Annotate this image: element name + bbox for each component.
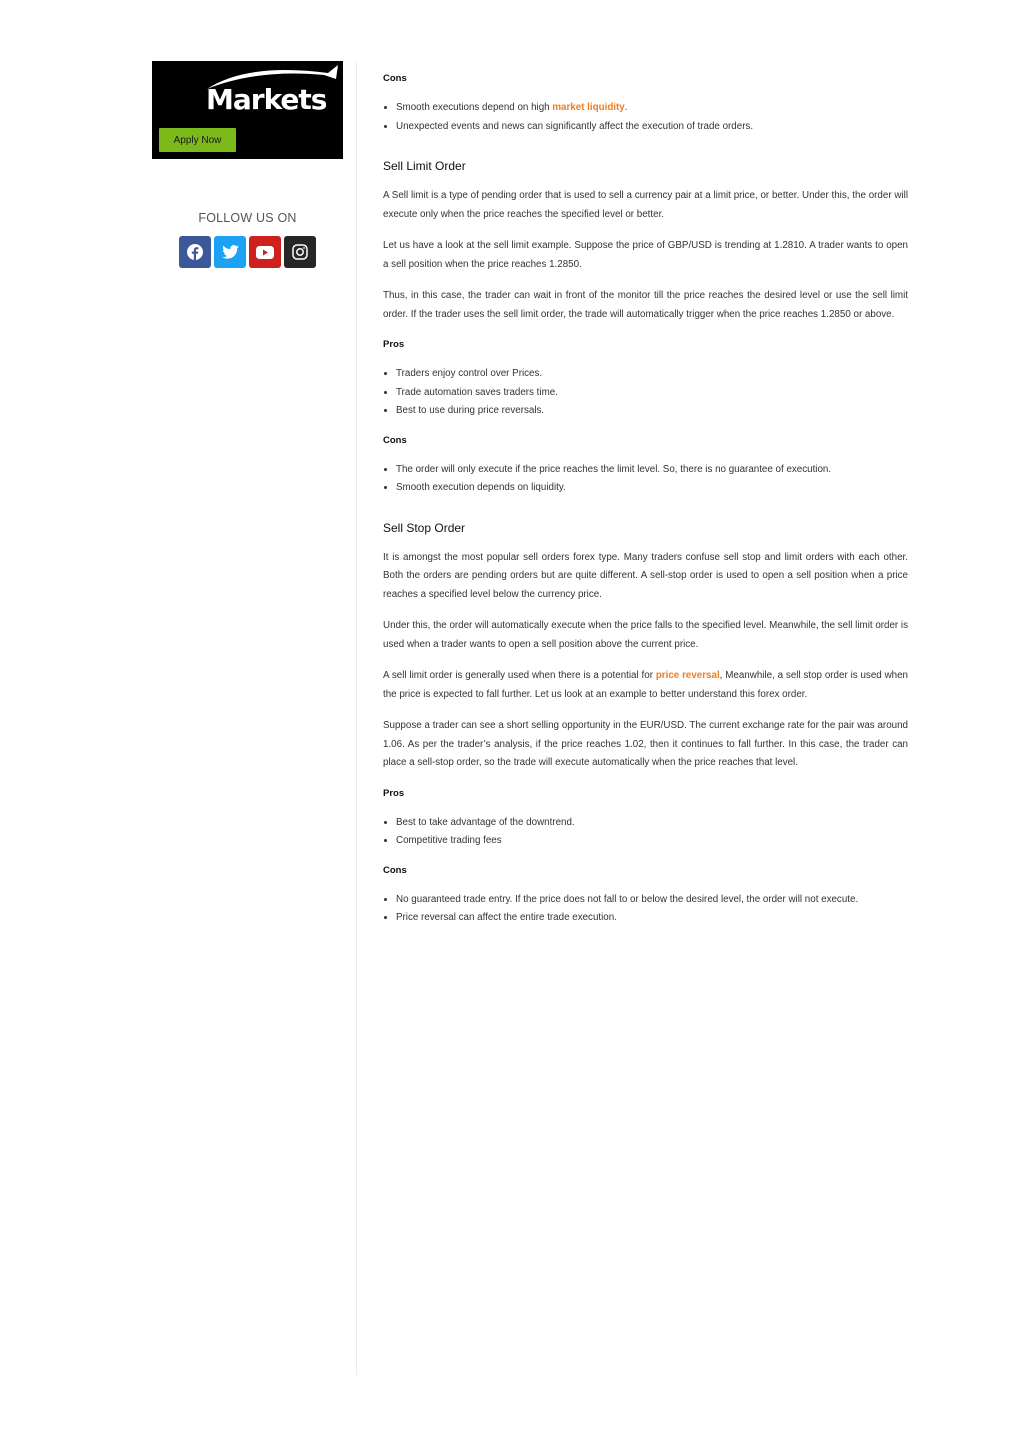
sell-limit-heading: Sell Limit Order bbox=[383, 159, 466, 173]
list-item: • Best to take advantage of the downtrend. bbox=[396, 814, 908, 833]
paragraph bbox=[383, 667, 908, 704]
social-links bbox=[179, 236, 316, 268]
paragraph: It is amongst the most popular sell orders forex type. Many traders confuse sell stop and limit orders with each other. Both the orders are pending orders but are quite different. A sell-stop order is used to open a sell position when a price reaches a specified level below the currency price. bbox=[383, 551, 908, 600]
article-content bbox=[383, 61, 908, 934]
list-item: • Smooth execution depends on liquidity. bbox=[396, 479, 908, 498]
sidebar bbox=[152, 61, 344, 225]
paragraph-text: A sell limit order is generally used when there is a potential for bbox=[383, 670, 656, 681]
youtube-icon bbox=[256, 246, 274, 259]
facebook-icon bbox=[187, 244, 203, 260]
list-item: • Price reversal can affect the entire trade execution. bbox=[396, 909, 908, 928]
apply-now-button[interactable]: Apply Now bbox=[159, 128, 236, 152]
list-item: • The order will only execute if the price reaches the limit level. So, there is no guarantee of execution. bbox=[396, 461, 908, 480]
paragraph: Let us have a look at the sell limit example. Suppose the price of GBP/USD is trending at 1.2810. A trader wants to open a sell position when the price reaches 1.2850. bbox=[383, 240, 908, 270]
youtube-link[interactable] bbox=[249, 236, 281, 268]
cons-heading: Cons bbox=[383, 434, 407, 446]
list-item: • Trade automation saves traders time. bbox=[396, 384, 908, 403]
twitter-icon bbox=[222, 245, 239, 259]
column-divider bbox=[356, 61, 357, 1375]
instagram-link[interactable] bbox=[284, 236, 316, 268]
list-item: • No guaranteed trade entry. If the price does not fall to or below the desired level, the order will not execute. bbox=[396, 891, 908, 910]
market-liquidity-link[interactable]: market liquidity bbox=[552, 102, 625, 113]
cons-heading: Cons bbox=[383, 73, 407, 84]
cons-list bbox=[383, 891, 908, 928]
cons-heading: Cons bbox=[383, 864, 407, 876]
instagram-icon bbox=[292, 244, 308, 260]
sell-stop-heading: Sell Stop Order bbox=[383, 520, 466, 535]
markets-banner-ad[interactable] bbox=[152, 61, 343, 159]
list-item: • Best to use during price reversals. bbox=[396, 402, 908, 421]
price-reversal-link[interactable]: price reversal bbox=[655, 670, 720, 681]
list-item bbox=[396, 99, 908, 118]
list-item-text: Smooth executions depend on high bbox=[396, 102, 553, 113]
list-item: • Competitive trading fees bbox=[396, 832, 908, 851]
cons-list bbox=[383, 461, 908, 498]
twitter-link[interactable] bbox=[214, 236, 246, 268]
cons-list bbox=[383, 99, 908, 136]
banner-brand: Markets bbox=[206, 83, 327, 116]
list-item-text: . bbox=[624, 102, 628, 113]
paragraph-text: , Meanwhile, a sell stop order is used when the price is expected to fall further. Let us look at an example to better understand this forex order. bbox=[383, 670, 908, 700]
list-item: • Unexpected events and news can significantly affect the execution of trade orders. bbox=[396, 118, 908, 137]
pros-heading: Pros bbox=[383, 339, 405, 350]
paragraph: Under this, the order will automatically execute when the price falls to the specified level. Meanwhile, the sell limit order is used when a trader wants to open a sell position above the current price. bbox=[383, 620, 908, 650]
paragraph: Suppose a trader can see a short selling opportunity in the EUR/USD. The current exchange rate for the pair was around 1.06. As per the trader’s analysis, if the price reaches 1.02, then it continues to fall further. In this case, the trader can place a sell-stop order, so the trade will execute automatically when the price reaches that level. bbox=[383, 720, 908, 768]
paragraph: Thus, in this case, the trader can wait in front of the monitor till the price reaches the desired level or use the sell limit order. If the trader uses the sell limit order, the trade will automatically trigger when the price reaches 1.2850 or above. bbox=[383, 290, 908, 320]
list-item: • Traders enjoy control over Prices. bbox=[396, 365, 908, 384]
pros-heading: Pros bbox=[383, 787, 405, 799]
pros-list bbox=[383, 814, 908, 851]
pros-list bbox=[383, 365, 908, 421]
facebook-link[interactable] bbox=[179, 236, 211, 268]
paragraph: A Sell limit is a type of pending order that is used to sell a currency pair at a limit price, or better. Under this, the order will execute only when the price reaches the specified level or better. bbox=[383, 190, 908, 220]
follow-us-heading: FOLLOW US ON bbox=[198, 211, 297, 225]
